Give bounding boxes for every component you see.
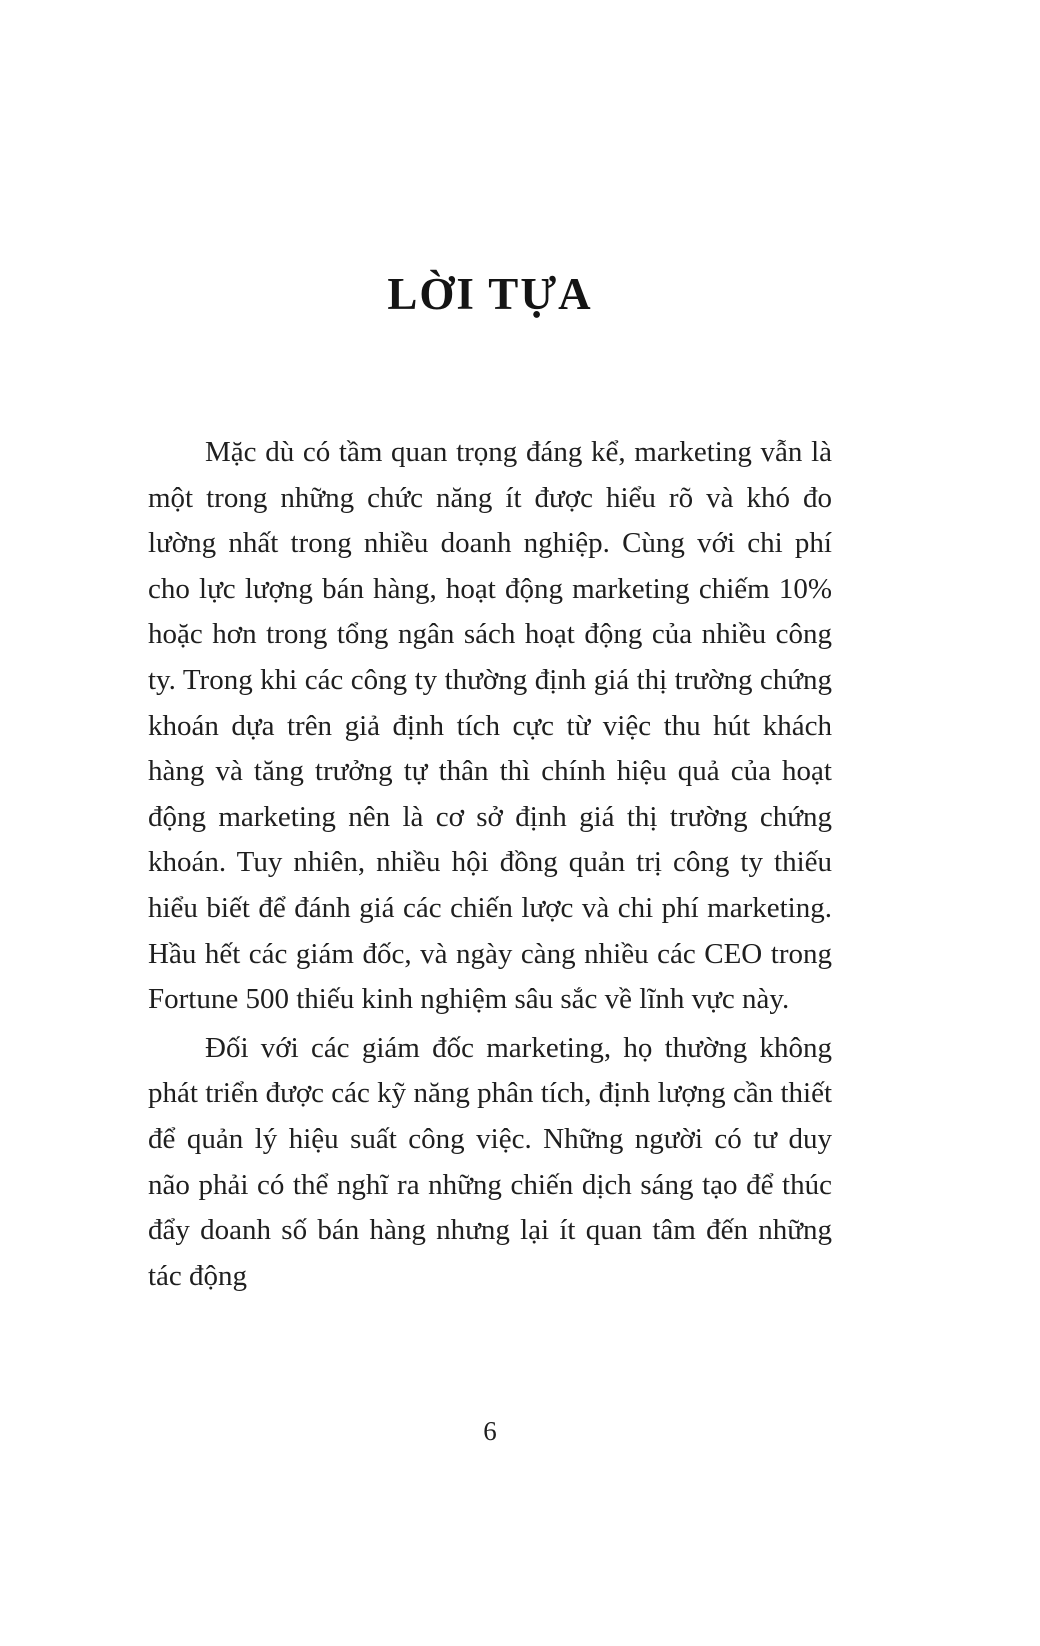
page-number: 6 bbox=[483, 1416, 497, 1446]
body-text bbox=[148, 430, 832, 1299]
paragraph: Đối với các giám đốc marketing, họ thường không phát triển được các kỹ năng phân tích, định lượng cần thiết để quản lý hiệu suất công việc. Những người có tư duy não phải có thể nghĩ ra những chiến dịch sáng tạo để thúc đẩy doanh số bán hàng nhưng lại ít quan tâm đến những tác động bbox=[148, 1031, 832, 1292]
page-title: LỜI TỰA bbox=[387, 269, 593, 319]
paragraph: Mặc dù có tầm quan trọng đáng kể, marketing vẫn là một trong những chức năng ít được hiểu rõ và khó đo lường nhất trong nhiều doanh nghiệp. Cùng với chi phí cho lực lượng bán hàng, hoạt động marketing chiếm 10% hoặc hơn trong tổng ngân sách hoạt động của nhiều công ty. Trong khi các công ty thường định giá thị trường chứng khoán dựa trên giả định tích cực từ việc thu hút khách hàng và tăng trưởng tự thân thì chính hiệu quả của hoạt động marketing nên là cơ sở định giá thị trường chứng khoán. Tuy nhiên, nhiều hội đồng quản trị công ty thiếu hiểu biết để đánh giá các chiến lược và chi phí marketing. Hầu hết các giám đốc, và ngày càng nhiều các CEO trong Fortune 500 thiếu kinh nghiệm sâu sắc về lĩnh vực này. bbox=[148, 436, 832, 1016]
